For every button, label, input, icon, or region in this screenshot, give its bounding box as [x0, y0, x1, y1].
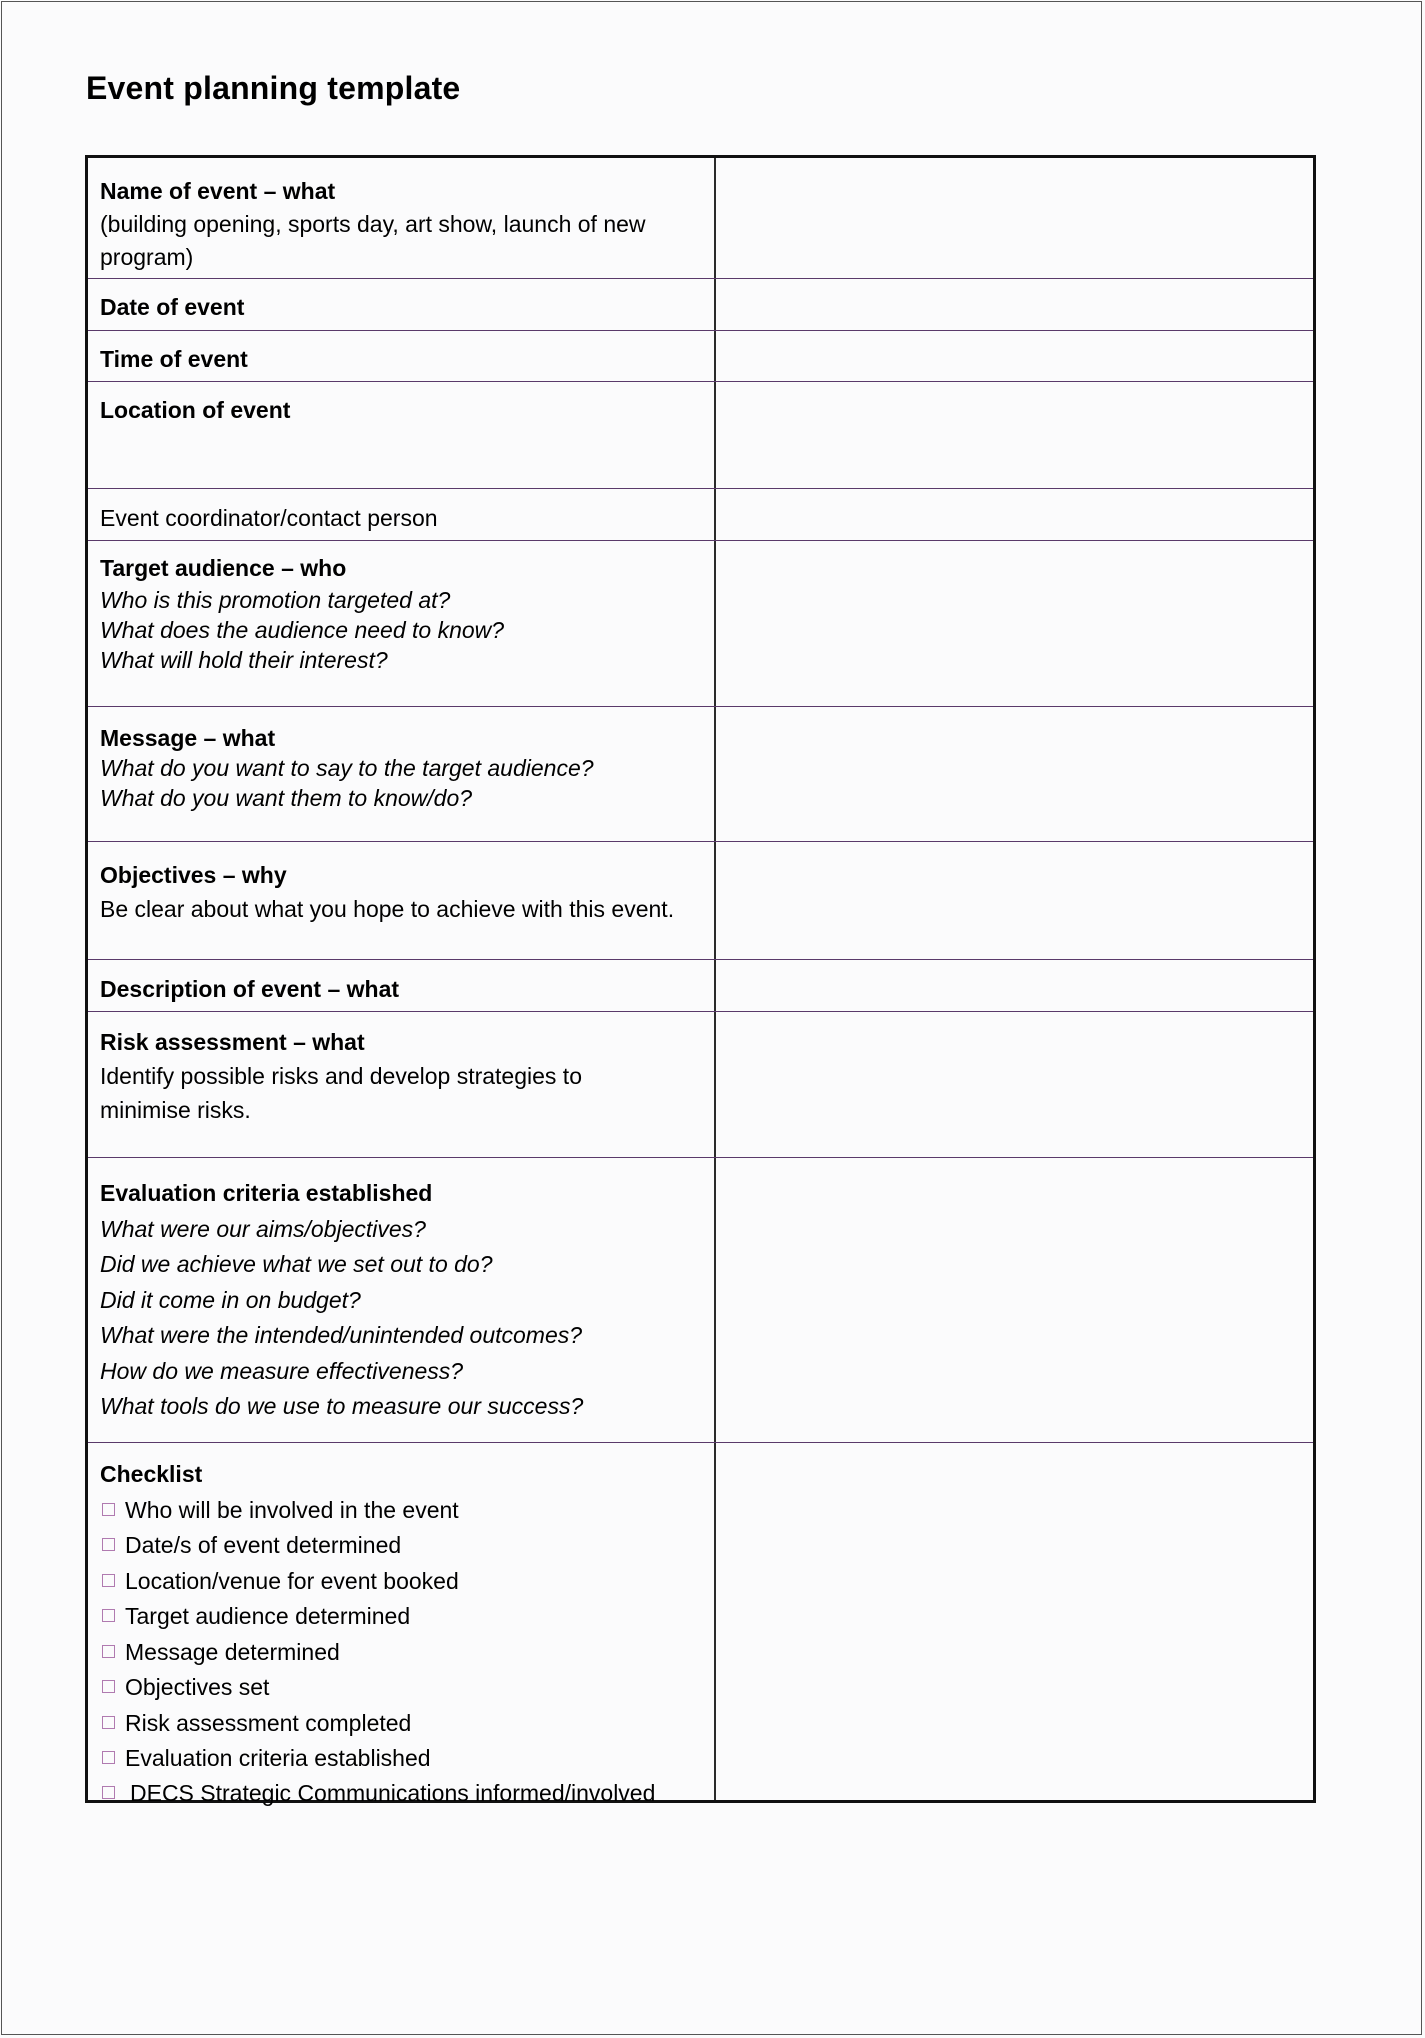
row-description: Be clear about what you hope to achieve with this event.: [100, 896, 675, 922]
question-text: Did it come in on budget?: [100, 1286, 361, 1313]
checkbox-icon[interactable]: [102, 1538, 115, 1551]
checkbox-icon[interactable]: [102, 1574, 115, 1587]
event-coordinator-input[interactable]: [717, 489, 1313, 540]
row-heading: Target audience – who: [100, 555, 347, 581]
label-cell: [88, 489, 715, 540]
question-text: Did we achieve what we set out to do?: [100, 1251, 493, 1277]
label-cell: [88, 382, 715, 488]
checklist-notes-input[interactable]: [717, 1443, 1313, 1800]
question-text: Who is this promotion targeted at?: [100, 587, 451, 613]
row-description-of-event: [88, 959, 1313, 1011]
description-of-event-input[interactable]: [717, 960, 1313, 1011]
label-cell: [88, 707, 715, 841]
checkbox-icon[interactable]: [102, 1503, 115, 1516]
checklist-item: [100, 1670, 715, 1706]
row-time-of-event: [88, 330, 1313, 381]
question-text: What do you want to say to the target audience?: [100, 755, 594, 781]
row-heading: Time of event: [100, 346, 248, 372]
row-heading: Evaluation criteria established: [100, 1180, 433, 1206]
checklist-item: [100, 1635, 715, 1671]
checkbox-icon[interactable]: [102, 1786, 115, 1799]
checklist-item: [100, 1777, 715, 1810]
checkbox-icon[interactable]: [102, 1609, 115, 1622]
checklist-item-label: DECS Strategic Communications informed/involved: [130, 1779, 656, 1806]
event-planning-form: [85, 155, 1316, 1806]
document-title: Event planning template: [86, 70, 461, 106]
checklist-item: [100, 1599, 715, 1635]
label-cell: [88, 331, 715, 381]
checklist-item-label: Date/s of event determined: [125, 1532, 402, 1558]
message-input[interactable]: [717, 707, 1313, 841]
row-heading: Name of event – what: [100, 178, 336, 204]
target-audience-input[interactable]: [717, 541, 1313, 706]
checklist-item-label: Location/venue for event booked: [125, 1567, 459, 1594]
row-risk-assessment: [88, 1011, 1313, 1157]
row-heading: Objectives – why: [100, 862, 287, 888]
row-date-of-event: [88, 278, 1313, 330]
question-text: What will hold their interest?: [100, 647, 388, 673]
row-heading: Date of event: [100, 294, 245, 320]
name-of-event-input[interactable]: [717, 158, 1313, 278]
row-evaluation-criteria: [88, 1157, 1313, 1442]
checklist-item-label: Message determined: [125, 1638, 340, 1665]
date-of-event-input[interactable]: [717, 279, 1313, 330]
question-text: What were the intended/unintended outcomes?: [100, 1322, 583, 1348]
checklist-item-label: Evaluation criteria established: [125, 1745, 431, 1771]
row-description: Identify possible risks and develop strategies to minimise risks.: [100, 1063, 582, 1123]
checkbox-icon[interactable]: [102, 1680, 115, 1693]
checklist-item-label: Objectives set: [125, 1674, 270, 1700]
objectives-input[interactable]: [717, 842, 1313, 959]
checkbox-icon[interactable]: [102, 1645, 115, 1658]
location-of-event-input[interactable]: [717, 382, 1313, 488]
question-text: What were our aims/objectives?: [100, 1215, 426, 1242]
risk-assessment-input[interactable]: [717, 1012, 1313, 1157]
row-heading: Description of event – what: [100, 976, 400, 1002]
checklist-item-label: Target audience determined: [125, 1603, 411, 1629]
label-cell: [88, 842, 715, 959]
row-heading: Event coordinator/contact person: [100, 505, 438, 531]
row-checklist: [88, 1442, 1313, 1806]
label-cell: [88, 960, 715, 1011]
checkbox-icon[interactable]: [102, 1716, 115, 1729]
row-heading: Checklist: [100, 1461, 203, 1487]
checklist-item: [100, 1741, 715, 1777]
question-text: What does the audience need to know?: [100, 617, 505, 643]
row-heading: Message – what: [100, 725, 276, 751]
row-location-of-event: [88, 381, 1313, 488]
evaluation-criteria-input[interactable]: [717, 1158, 1313, 1442]
row-target-audience: [88, 540, 1313, 706]
label-cell: [88, 541, 715, 706]
question-text: What tools do we use to measure our success?: [100, 1393, 584, 1419]
label-cell: [88, 1012, 715, 1157]
row-heading: Risk assessment – what: [100, 1029, 365, 1055]
checklist-item: [100, 1493, 715, 1529]
row-objectives: [88, 841, 1313, 959]
question-text: How do we measure effectiveness?: [100, 1357, 464, 1384]
row-message: [88, 706, 1313, 841]
label-cell: [88, 1158, 715, 1442]
checklist-item: [100, 1564, 715, 1600]
checklist-item: [100, 1706, 715, 1742]
row-name-of-event: [88, 158, 1313, 278]
label-cell: [88, 158, 715, 278]
label-cell: [88, 279, 715, 330]
checklist-item: [100, 1528, 715, 1564]
checklist-item-label: Risk assessment completed: [125, 1709, 412, 1736]
label-cell: [88, 1443, 715, 1806]
time-of-event-input[interactable]: [717, 331, 1313, 381]
checklist-item-label: Who will be involved in the event: [125, 1496, 459, 1523]
question-text: What do you want them to know/do?: [100, 785, 473, 811]
checkbox-icon[interactable]: [102, 1751, 115, 1764]
row-event-coordinator: [88, 488, 1313, 540]
row-description: (building opening, sports day, art show, launch of new program): [100, 211, 646, 270]
row-heading: Location of event: [100, 397, 291, 423]
